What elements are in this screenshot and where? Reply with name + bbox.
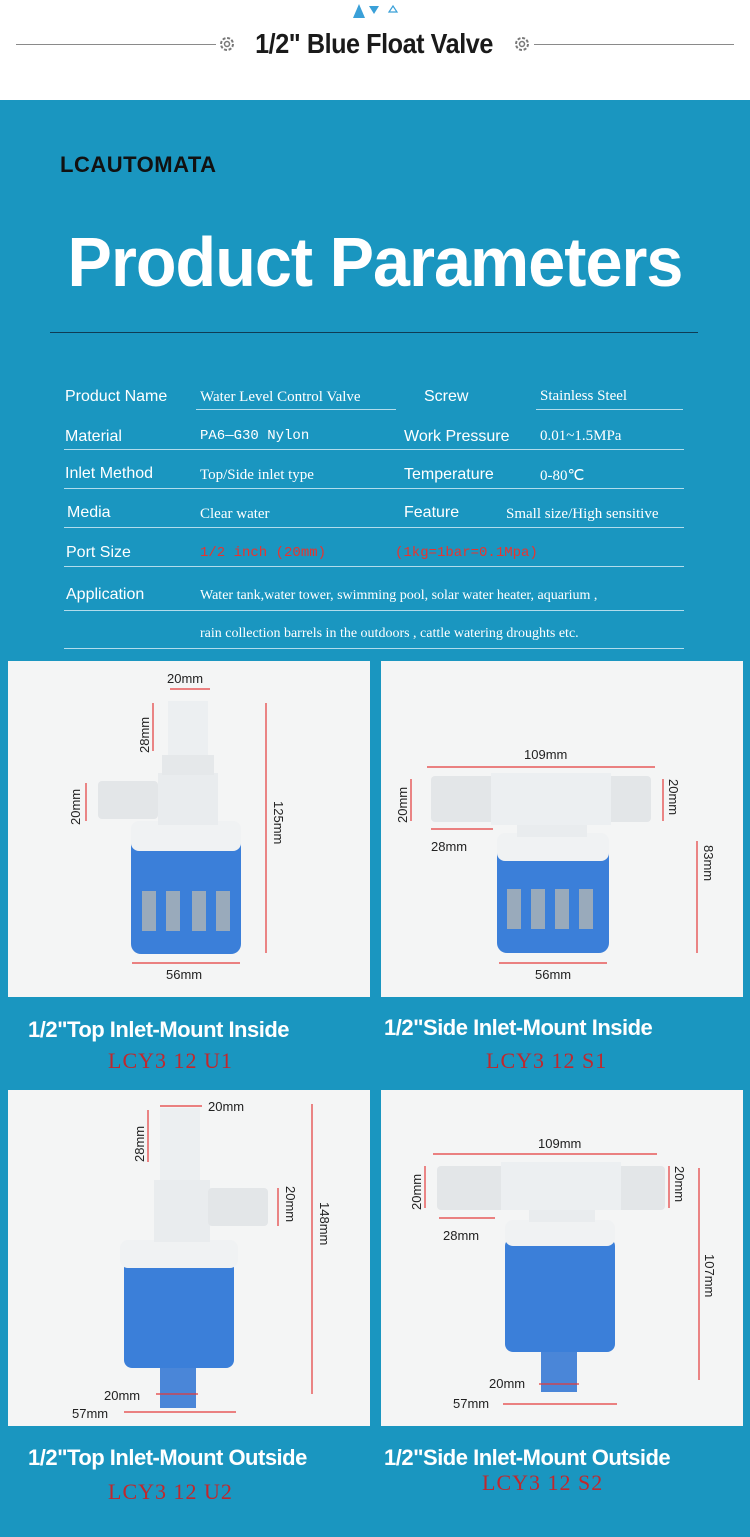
- product-model: LCY3 12 S1: [486, 1048, 608, 1073]
- brand-logo: LCAUTOMATA: [60, 152, 217, 177]
- product-photo: [381, 661, 743, 997]
- param-row: [0, 419, 750, 455]
- param-value: Clear water: [200, 506, 270, 522]
- param-row: [0, 535, 750, 571]
- header-divider-left: [16, 44, 216, 45]
- product-model: LCY3 12 S2: [482, 1470, 604, 1495]
- product-photo: [8, 661, 370, 997]
- dimension-label: 28mm: [132, 1125, 147, 1162]
- dimension-label: 28mm: [431, 839, 468, 854]
- dimension-label: 28mm: [137, 716, 152, 753]
- dimension-label: 83mm: [701, 845, 716, 882]
- dimension-label: 57mm: [453, 1396, 490, 1411]
- dimension-label: 109mm: [538, 1136, 582, 1151]
- dimension-label: 57mm: [72, 1406, 109, 1421]
- param-label: Temperature: [404, 466, 494, 483]
- param-value: Stainless Steel: [540, 388, 628, 404]
- dimension-label: 125mm: [271, 801, 286, 845]
- product-caption: 1/2"Top Inlet-Mount Outside: [28, 1445, 307, 1470]
- param-label: Media: [67, 504, 111, 521]
- product-caption: 1/2"Top Inlet-Mount Inside: [28, 1017, 290, 1042]
- param-label: Feature: [404, 504, 460, 521]
- dimension-label: 20mm: [666, 779, 681, 816]
- dimension-label: 20mm: [489, 1376, 526, 1391]
- param-row-application: [0, 577, 750, 651]
- triangle-decoration-icon: [345, 0, 405, 22]
- valve-diagram: [8, 661, 370, 997]
- page-title: 1/2" Blue Float Valve: [255, 28, 493, 59]
- param-value: 0.01~1.5MPa: [540, 428, 622, 444]
- dimension-label: 56mm: [166, 967, 203, 982]
- dimension-label: 20mm: [208, 1099, 245, 1114]
- dimension-label: 20mm: [409, 1173, 424, 1210]
- param-label: Application: [66, 586, 145, 603]
- param-value: PA6—G30 Nylon: [200, 428, 310, 444]
- dimension-label: 20mm: [395, 786, 410, 823]
- header-banner: [0, 0, 750, 100]
- section-heading: Product Parameters: [67, 223, 683, 301]
- param-label: Material: [65, 428, 122, 445]
- param-label: Product Name: [65, 388, 168, 405]
- application-line: Water tank,water tower, swimming pool, solar water heater, aquarium ,: [200, 588, 598, 603]
- gear-icon: [513, 35, 531, 53]
- product-model: LCY3 12 U1: [108, 1048, 233, 1073]
- application-line: rain collection barrels in the outdoors , cattle watering droughts etc.: [200, 626, 579, 641]
- dimension-label: 56mm: [535, 967, 572, 982]
- heading-divider: [50, 332, 698, 333]
- param-value: Top/Side inlet type: [200, 467, 314, 483]
- dimension-label: 20mm: [167, 671, 204, 686]
- gear-icon: [218, 35, 236, 53]
- dimension-label: 20mm: [283, 1186, 298, 1223]
- valve-diagram: [8, 1090, 370, 1426]
- param-label: Inlet Method: [65, 465, 154, 482]
- param-row: [0, 496, 750, 532]
- dimension-label: 148mm: [317, 1202, 332, 1246]
- param-value: Small size/High sensitive: [506, 506, 659, 522]
- param-row: [0, 457, 750, 493]
- param-label: Work Pressure: [404, 428, 510, 445]
- valve-diagram: [381, 1090, 743, 1426]
- param-value: Water Level Control Valve: [200, 389, 361, 405]
- dimension-label: 20mm: [68, 788, 83, 825]
- dimension-label: 109mm: [524, 747, 568, 762]
- dimension-label: 28mm: [443, 1228, 480, 1243]
- param-label: Port Size: [66, 544, 131, 561]
- product-model: LCY3 12 U2: [108, 1479, 233, 1504]
- param-value: 1/2 inch (20mm): [200, 545, 327, 561]
- product-photo: [381, 1090, 743, 1426]
- dimension-label: 20mm: [672, 1166, 687, 1203]
- dimension-label: 107mm: [702, 1254, 717, 1298]
- dimension-label: 20mm: [104, 1388, 141, 1403]
- header-divider-right: [534, 44, 734, 45]
- param-label: Screw: [424, 388, 469, 405]
- param-value: 0-80℃: [540, 468, 585, 484]
- param-value: (1kg=1bar=0.1Mpa): [395, 545, 538, 561]
- product-caption: 1/2"Side Inlet-Mount Inside: [384, 1015, 653, 1040]
- product-photo: [8, 1090, 370, 1426]
- valve-diagram: [381, 661, 743, 997]
- product-caption: 1/2"Side Inlet-Mount Outside: [384, 1445, 671, 1470]
- param-row: [0, 380, 750, 416]
